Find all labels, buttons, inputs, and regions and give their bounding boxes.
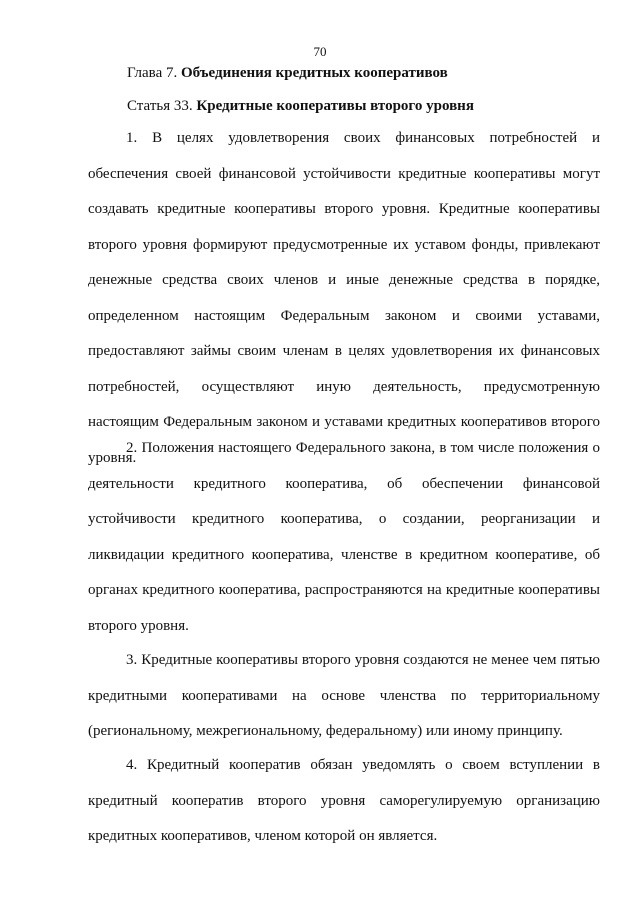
chapter-heading	[127, 64, 448, 82]
page-number: 70	[313, 44, 327, 59]
paragraph-4: 4. Кредитный кооператив обязан уведомлять о своем вступлении в кредитный кооператив второго уровня саморегулируемую организацию кредитных кооперативов, членом которой он является.	[88, 757, 600, 844]
paragraph-3: 3. Кредитные кооперативы второго уровня создаются не менее чем пятью кредитными кооперативами на основе членства по территориальному (региональному, межрегиональному, федеральному) или иному принципу.	[88, 652, 600, 739]
chapter-prefix: Глава 7.	[127, 65, 181, 81]
paragraph-1: 1. В целях удовлетворения своих финансовых потребностей и обеспечения своей финансовой устойчивости кредитные кооперативы могут создавать кредитные кооперативы второго уровня. Кредитные кооперативы второго уровня формируют предусмотренные их уставом фонды, привлекают денежные средства своих членов и иные денежные средства в порядке, определенном настоящим Федеральным законом и своими уставами, предоставляют займы своим членам в целях удовлетворения их финансовых потребностей, осуществляют иную деятельность, предусмотренную настоящим Федеральным законом и уставами кредитных кооперативов второго уровня.	[88, 130, 600, 466]
chapter-title: Объединения кредитных кооперативов	[180, 65, 448, 81]
article-heading	[127, 97, 474, 115]
article-title: Кредитные кооперативы второго уровня	[196, 98, 474, 114]
paragraph-2: 2. Положения настоящего Федерального закона, в том числе положения о деятельности кредитного кооператива, об обеспечении финансовой устойчивости кредитного кооператива, о создании, реорганизации и ликвидации кредитного кооператива, членстве в кредитном кооперативе, об органах кредитного кооператива, распространяются на кредитные кооперативы второго уровня.	[88, 440, 600, 634]
article-prefix: Статья 33.	[127, 98, 197, 114]
